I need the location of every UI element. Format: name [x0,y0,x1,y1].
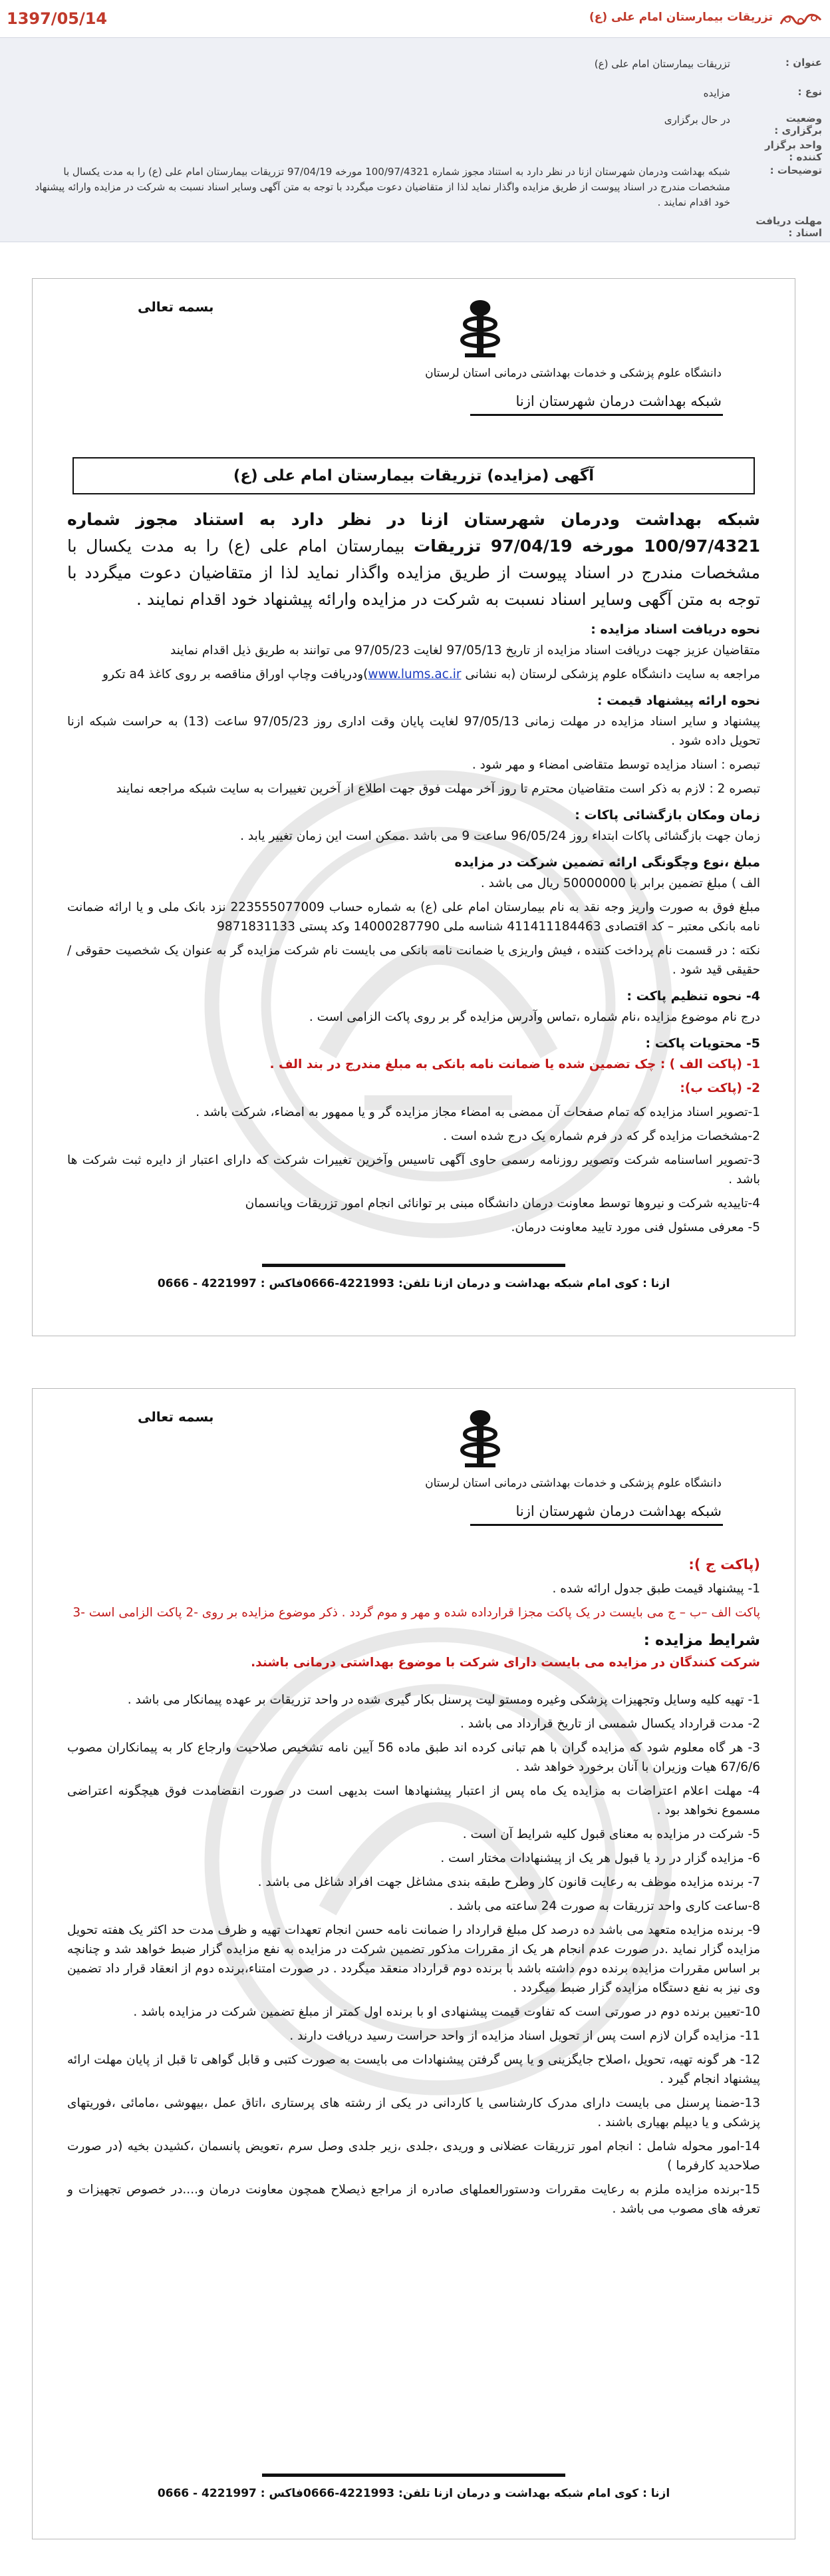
bismillah: بسمه تعالی [138,1409,214,1425]
list-item: 5- شرکت در مزایده به معنای قبول کلیه شرایط آن است . [462,1827,760,1841]
list-item: 11- مزایده گران لازم است پس از تحویل اسناد مزایده از واحد حراست رسید دریافت دارند . [289,2029,760,2043]
paragraph: پاکت الف –ب – ج می بایست در یک پاکت مجزا قرارداده شده و مهر و موم گردد . ذکر موضوع مزایده بر روی -2 پاکت الزامی است -3 [72,1606,760,1620]
list-item: 6- مزایده گزار در رد یا قبول هر یک از پیشنهادات مختار است . [440,1851,760,1865]
paragraph: الف ) مبلغ تضمین برابر با 50000000 ریال می باشد . [480,876,760,890]
announcement-page-1 [32,278,795,1336]
paragraph: تبصره : اسناد مزایده توسط متقاضی امضاء و مهر شود . [472,758,760,772]
list-item: 8-ساعت کاری واحد تزریقات به صورت 24 ساعته می باشد . [449,1899,760,1913]
section-heading: 5- محتویات پاکت : [645,1036,760,1051]
divider [470,414,723,416]
brand-title[interactable]: تزریقات بیمارستان امام علی (ع) [589,11,773,24]
list-item: 2- مدت قرارداد یکسال شمسی از تاریخ قرارداد می باشد . [460,1717,760,1731]
text: مراجعه به سایت دانشگاه علوم پزشکی لرستان (به نشانی [461,667,760,681]
info-value-description: شبکه بهداشت ودرمان شهرستان ازنا در نظر دارد به استناد مجوز شماره 100/97/4321 مورخه 97/04/19 تزریقات بیمارستان امام علی (ع) را به مدت یکسال با مشخصات مندرج در اسناد پیوست از طریق مزایده واگذار نماید لذا از متقاضیان دعوت میگردد با توجه به متن آگهی وسایر اسناد نسبت به شرکت در مزایده وارائه پیشنهاد خود اقدام نمایند . [35,166,730,208]
paragraph: متقاضیان عزیز جهت دریافت اسناد مزایده از تاریخ 97/05/13 لغایت 97/05/23 می توانند به طریق ذیل اقدام نمایند [170,644,760,657]
section-heading: مبلغ ،نوع وچگونگی ارائه تضمین شرکت در مزایده [454,855,760,870]
section-heading: 4- نحوه تنظیم پاکت : [626,989,760,1004]
tender-info-panel [0,37,830,242]
network-name: شبکه بهداشت درمان شهرستان ازنا [515,1503,722,1519]
envelope-b: 2- (پاکت ب): [680,1081,760,1095]
info-label: واحد برگزار کننده : [765,139,822,163]
spacer [67,1677,760,1690]
info-value-status: در حال برگزاری [664,114,730,126]
list-item: 2-مشخصات مزایده گر که در فرم شماره یک درج شده است . [443,1129,760,1143]
list-item: 7- برنده مزایده موظف به رعایت قانون کار وطرح طبقه بندی مشاغل جهت افراد شاغل می باشد . [257,1875,760,1889]
footer-divider [262,1264,565,1267]
envelope-a: 1- (پاکت الف ) : چک تضمین شده یا ضمانت نامه بانکی به مبلغ مندرج در بند الف . [269,1057,760,1071]
list-item: 10-تعیین برنده دوم در صورتی است که تفاوت قیمت پیشنهادی او با برنده اول کمتر از مبلغ تضمین شرکت در مزایده باشد . [133,2005,760,2019]
section-heading: نحوه ارائه پیشنهاد قیمت : [597,693,760,708]
website-link[interactable]: www.lums.ac.ir [368,667,462,681]
page-footer: ازنا : کوی امام شبکه بهداشت و درمان ازنا تلفن: 4221993-0666فاکس : 4221997 - 0666 [157,1277,670,1290]
info-label: توضیحات : [769,164,822,176]
intro-keyword: تزریقات [414,536,482,556]
list-item: 14-امور محوله شامل : انجام امور تزریقات عضلانی و وریدی ،جلدی ،زیر جلدی وصل سرم ،تعویض پانسمان ،کشیدن بخیه (در صورت صلاحدید کارفرما ) [67,2139,760,2173]
ministry-of-health-emblem-icon [452,1407,509,1469]
section-heading: شرایط مزایده : [643,1632,760,1649]
paragraph [67,665,760,684]
info-label: مهلت دریافت اسناد : [756,215,822,239]
section-heading: زمان ومکان بازگشائی پاکات : [575,808,760,823]
paragraph: درج نام موضوع مزایده ،نام شماره ،تماس وآدرس مزایده گر بر روی پاکت الزامی است . [309,1010,760,1024]
paragraph: زمان جهت بازگشائی پاکات ابتداء روز 96/05/24 ساعت 9 می باشد .ممکن است این زمان تغییر یابد . [240,829,760,843]
top-bar [0,0,830,37]
list-item: 4-تاییدیه شرکت و نیروها توسط معاونت درمان دانشگاه مبنی بر توانائی انجام امور تزریقات وپانسمان [245,1196,760,1210]
paragraph: پیشنهاد و سایر اسناد مزایده در مهلت زمانی 97/05/13 لغایت پایان وقت اداری روز 97/05/23 ساعت (13) به حراست شبکه ازنا تحویل داده شود . [67,715,760,748]
list-item: 15-برنده مزایده ملزم به رعایت مقررات ودستورالعملهای صادره از مراجع ذیصلاح همچون معاونت درمان و....در خصوص تجهیزات و تعرفه های مصوب می باشد . [67,2183,760,2216]
info-value-title: تزریقات بیمارستان امام علی (ع) [594,58,730,70]
footer-divider [262,2474,565,2477]
list-item: 1- تهیه کلیه وسایل وتجهیزات پزشکی وغیره ومستو لیت پرسنل بکار گیری شده در واحد تزریقات بر عهده پیمانکار می باشد . [127,1693,760,1707]
list-item: 4- مهلت اعلام اعتراضات به مزایده یک ماه پس از اعتبار پیشنهادها است بدیهی است در صورت انقضامدت فوق هیچگونه اعتراضی مسموع نخواهد بود . [67,1784,760,1817]
university-name: دانشگاه علوم پزشکی و خدمات بهداشتی درمانی استان لرستان [425,367,722,380]
list-item: 13-ضمنا پرسنل می بایست دارای مدرک کارشناسی یا کاردانی در یکی از رشته های پرستاری ،اتاق عمل ،بیهوشی ،مامائی ،فوریتهای پزشکی و یا دیپلم بهیاری باشند . [67,2096,760,2129]
list-item: 3- هر گاه معلوم شود که مزایده گران با هم تبانی کرده اند طبق ماده 56 آیین نامه تشخیص صلاحیت وارجاع کار به پیمانکاران مصوب 67/6/6 هیات وزیران با آنان برخورد خواهد شد . [67,1741,760,1774]
network-name: شبکه بهداشت درمان شهرستان ازنا [515,393,722,409]
info-value-type: مزایده [703,87,730,99]
divider [470,1524,723,1526]
terms-body [67,1555,760,2223]
paragraph: نکته : در قسمت نام پرداخت کننده ، فیش واریزی یا ضمانت نامه بانکی می بایست نام شرکت مزایده گر به عنوان یک شخصیت حقوقی / حقیقی قید شود . [67,944,760,977]
page-footer: ازنا : کوی امام شبکه بهداشت و درمان ازنا تلفن: 4221993-0666فاکس : 4221997 - 0666 [157,2487,670,2500]
announcement-page-2 [32,1388,795,2539]
envelope-c-heading: (پاکت ج ): [688,1557,760,1572]
list-item: 12- هر گونه تهیه، تحویل ،اصلاح جایگزینی و یا پس گرفتن پیشنهادات می بایست به صورت کتبی و قابل گواهی تا قبل از پایان مهلت ارائه پیشنهاد انجام گیرد . [67,2053,760,2086]
announcement-body [67,506,760,1242]
section-heading: نحوه دریافت اسناد مزایده : [591,622,760,637]
bismillah: بسمه تعالی [138,299,214,315]
list-item: 1- پیشنهاد قیمت طبق جدول ارائه شده . [552,1582,760,1596]
list-item: 5- معرفی مسئول فنی مورد تایید معاونت درمان. [511,1220,760,1234]
info-label: عنوان : [785,57,822,69]
announcement-title: آگهی (مزایده) تزریقات بیمارستان امام علی (ع) [72,457,755,494]
text: )ودریافت وچاپ اوراق مناقصه بر روی کاغذ a4 تکرو [102,667,368,681]
decorative-flourish-icon [778,11,823,28]
list-item: 9- برنده مزایده متعهد می باشد ده درصد کل مبلغ قرارداد را ضمانت نامه حسن انجام تعهدات تهیه و ظرف مدت حد اکثر یک هفته تحویل مزایده گزار نماید .در صورت عدم انجام هر یک از مقررات مذکور تضمین شرکت در مزایده به نفع مزایده گزار ضبط خواهد شد و چنانچه بر اساس مقررات مزایده برنده دوم داشته باشد با برنده دوم قرارداد منعقد میگردد . در صورت امتناء،برنده دوم از انعقاد قرار داد تضمین وی نیز به نفع دستگاه مزایده گزار ضبط میگردد . [67,1923,760,1995]
intro-paragraph [67,506,760,613]
university-name: دانشگاه علوم پزشکی و خدمات بهداشتی درمانی استان لرستان [425,1477,722,1490]
intro-text: شبکه بهداشت ودرمان شهرستان ازنا در نظر دارد به استناد مجوز شماره 100/97/4321 مورخه 97/04/19 [67,510,760,556]
publish-date: 1397/05/14 [7,9,108,28]
intro-text: بیمارستان امام علی (ع) را به مدت یکسال با مشخصات مندرج در اسناد پیوست از طریق مزایده واگذار نماید لذا از متقاضیان دعوت میگردد با توجه به متن آگهی وسایر اسناد نسبت به شرکت در مزایده وارائه پیشنهاد خود اقدام نمایند . [67,536,760,609]
ministry-of-health-emblem-icon [452,297,509,359]
info-label: وضعیت برگزاری : [774,112,822,136]
list-item: 3-تصویر اساسنامه شرکت وتصویر روزنامه رسمی حاوی آگهی تاسیس وآخرین تغییرات شرکت که دارای اعتبار از دایره ثبت شرکت ها باشد . [67,1153,760,1187]
paragraph: مبلغ فوق به صورت واریز وجه نقد به نام بیمارستان امام علی (ع) به شماره حساب 223555077009 نزد بانک ملی و یا ارائه ضمانت نامه بانکی معتبر – کد اقتصادی 411411184463 شناسه ملی 14000287790 وکد پستی 9871831133 [67,900,761,934]
info-label: نوع : [797,86,822,98]
paragraph: تبصره 2 : لازم به ذکر است متقاضیان محترم تا روز آخر مهلت فوق جهت اطلاع از آخرین تغییرات به سایت شبکه مراجعه نمایند [116,782,760,796]
list-item: 1-تصویر اسناد مزایده که تمام صفحات آن ممضی به امضاء مجاز مزایده گر و یا ممهور به امضاء، شرکت باشد . [196,1105,760,1119]
paragraph: شرکت کنندگان در مزایده می بایست دارای شرکت با موضوع بهداشتی درمانی باشند. [251,1656,760,1670]
